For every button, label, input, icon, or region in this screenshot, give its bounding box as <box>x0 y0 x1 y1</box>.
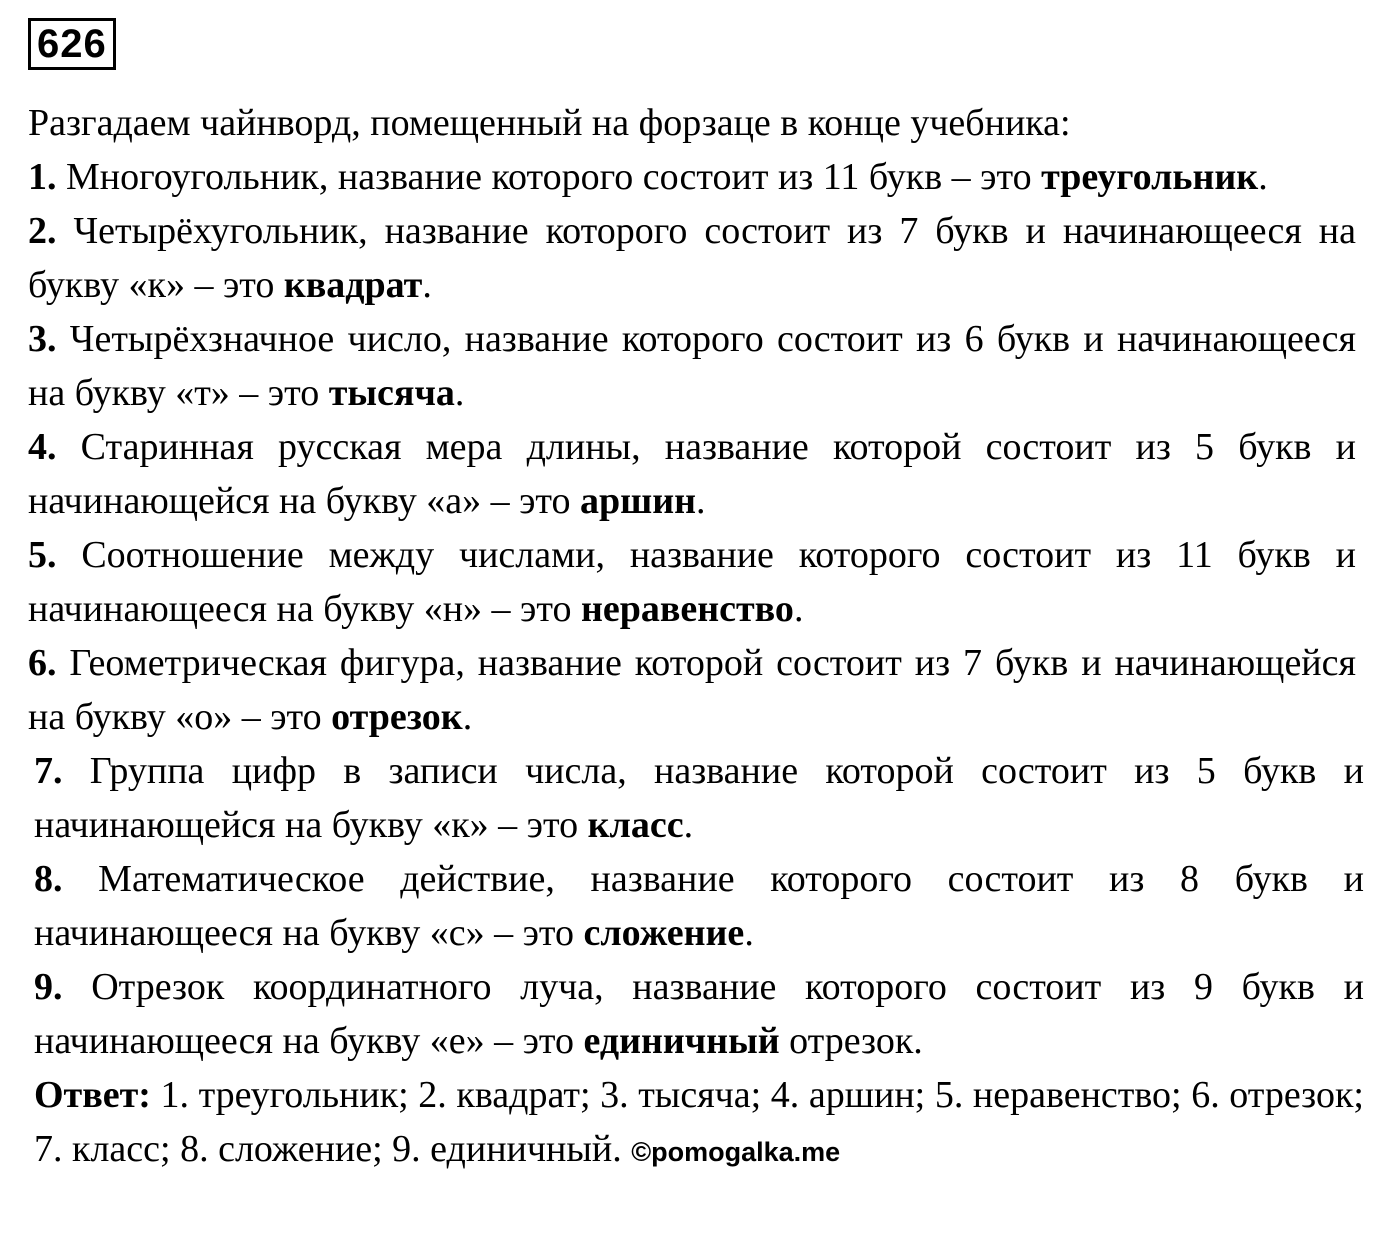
item-text: Многоугольник, название которого состоит из 11 букв – это <box>56 156 1042 198</box>
item-tail: . <box>462 696 473 738</box>
item-text: Группа цифр в записи числа, название которой состоит из 5 букв и начинающейся на букву «к» – это <box>34 750 1364 846</box>
item-number: 8. <box>34 858 63 900</box>
item-text: Четырёхугольник, название которого состоит из 7 букв и начинающееся на букву «к» – это <box>28 210 1356 306</box>
item-answer: аршин <box>580 480 697 522</box>
item-answer: отрезок <box>331 696 463 738</box>
item-number: 7. <box>34 750 63 792</box>
item-number: 3. <box>28 318 57 360</box>
item-answer: единичный <box>583 1020 780 1062</box>
item-text: Математическое действие, название которого состоит из 8 букв и начинающееся на букву «с» – это <box>34 858 1364 954</box>
item-tail: . <box>793 588 804 630</box>
item-answer: класс <box>587 804 684 846</box>
answer-text: 1. треугольник; 2. квадрат; 3. тысяча; 4. аршин; 5. неравенство; 6. отрезок; 7. класс; 8. сложение; 9. единичный. <box>34 1074 1364 1170</box>
item-number: 9. <box>34 966 63 1008</box>
item-tail: . <box>422 264 432 306</box>
item-text: Отрезок координатного луча, название которого состоит из 9 букв и начинающееся на букву «е» – это <box>34 966 1364 1062</box>
item-number: 1. <box>28 156 57 198</box>
item-answer: тысяча <box>328 372 455 414</box>
item-number: 4. <box>28 426 57 468</box>
item-7 <box>34 744 1364 852</box>
item-4 <box>28 420 1356 528</box>
item-text: Старинная русская мера длины, название которой состоит из 5 букв и начинающейся на букву «а» – это <box>28 426 1356 522</box>
item-answer: сложение <box>583 912 745 954</box>
item-tail: . <box>744 912 754 954</box>
item-8 <box>34 852 1364 960</box>
item-answer: треугольник <box>1041 156 1259 198</box>
item-5 <box>28 528 1356 636</box>
item-tail: . <box>454 372 465 414</box>
problem-number: 626 <box>28 18 116 70</box>
item-3 <box>28 312 1356 420</box>
item-text: Четырёхзначное число, название которого состоит из 6 букв и начинающееся на букву «т» – это <box>28 318 1356 414</box>
item-number: 5. <box>28 534 57 576</box>
item-tail: . <box>683 804 694 846</box>
item-tail: . <box>696 480 706 522</box>
item-2 <box>28 204 1356 312</box>
item-text: Соотношение между числами, название которого состоит из 11 букв и начинающееся на букву «н» – это <box>28 534 1356 630</box>
item-answer: квадрат <box>283 264 423 306</box>
item-tail: . <box>1258 156 1268 198</box>
item-text: Геометрическая фигура, название которой состоит из 7 букв и начинающейся на букву «о» – это <box>28 642 1356 738</box>
solution-text <box>28 96 1364 1179</box>
item-1 <box>28 150 1356 204</box>
item-answer: неравенство <box>580 588 794 630</box>
item-number: 2. <box>28 210 57 252</box>
answer-label: Ответ: <box>34 1074 151 1116</box>
item-number: 6. <box>28 642 57 684</box>
intro-paragraph: Разгадаем чайнворд, помещенный на форзаце в конце учебника: <box>28 102 1071 144</box>
item-tail: отрезок. <box>779 1020 923 1062</box>
watermark: ©pomogalka.me <box>631 1137 841 1167</box>
item-6 <box>28 636 1356 744</box>
answer-paragraph <box>34 1068 1364 1179</box>
item-9 <box>34 960 1364 1068</box>
